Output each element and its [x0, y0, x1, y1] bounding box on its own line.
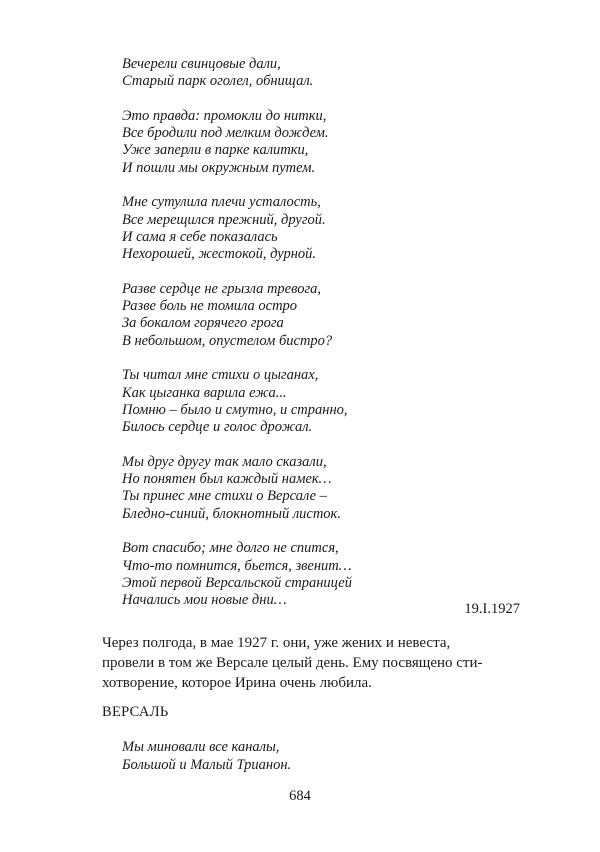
poem [122, 56, 522, 610]
poem-line: И сама я себе показалась [122, 228, 278, 245]
poem-line: Мы друг другу так мало сказали, [122, 453, 327, 470]
poem-line: Уже заперли в парке калитки, [122, 142, 309, 159]
poem-line: Но понятен был каждый намек… [122, 471, 332, 488]
poem-line: Старый парк оголел, обнищал. [122, 73, 314, 90]
stanza-2 [122, 108, 522, 177]
poem-line: Мы миновали все каналы, [122, 739, 280, 755]
poem-line: Все мерещился прежний, другой. [122, 211, 326, 228]
prose-line: Через полгода, в мае 1927 г. они, уже жених и невеста, [102, 635, 451, 651]
poem-line: Ты принес мне стихи о Версале – [122, 488, 327, 505]
poem-line: Нехорошей, жестокой, дурной. [122, 246, 317, 263]
poem-line: За бокалом горячего грога [122, 315, 284, 332]
poem-date: 19.I.1927 [464, 601, 520, 617]
stanza-4 [122, 281, 522, 350]
poem-line: Бледно-синий, блокнотный листок. [122, 505, 341, 522]
page-number: 684 [289, 788, 311, 804]
poem-line: В небольшом, опустелом бистро? [122, 332, 333, 349]
poem-line: Мне сутулила плечи усталость, [122, 194, 321, 211]
poem-line: Большой и Малый Трианон. [122, 757, 292, 773]
stanza-6 [122, 454, 522, 523]
stanza-7 [122, 540, 522, 609]
poem-line: Начались мои новые дни… [122, 592, 287, 609]
poem-line: Этой первой Версальской страницей [122, 574, 352, 591]
section-title: ВЕРСАЛЬ [102, 704, 169, 720]
stanza-3 [122, 194, 522, 263]
stanza-5 [122, 367, 522, 436]
poem-line: Все бродили под мелким дождем. [122, 125, 329, 142]
poem-line: Билось сердце и голос дрожал. [122, 419, 313, 436]
poem-line: Разве сердце не грызла тревога, [122, 280, 322, 297]
poem-line: И пошли мы окружным путем. [122, 159, 316, 176]
poem-versailles [122, 738, 522, 774]
prose-line: провели в том же Версале целый день. Ему посвящено сти- [102, 655, 483, 671]
poem-line: Ты читал мне стихи о цыганах, [122, 367, 319, 384]
poem-line: Это правда: промокли до нитки, [122, 107, 327, 124]
poem-line: Разве боль не томила остро [122, 298, 298, 315]
poem-line: Помню – было и смутно, и странно, [122, 401, 348, 418]
poem-line: Как цыганка варила ежа... [122, 384, 287, 401]
poem-line: Вечерели свинцовые дали, [122, 56, 281, 72]
stanza-1 [122, 56, 522, 91]
prose-paragraph [102, 633, 520, 693]
poem-line: Вот спасибо; мне долго не спится, [122, 540, 339, 557]
prose-line: хотворение, которое Ирина очень любила. [102, 675, 372, 691]
poem-line: Что-то помнится, бьется, звенит… [122, 557, 352, 574]
